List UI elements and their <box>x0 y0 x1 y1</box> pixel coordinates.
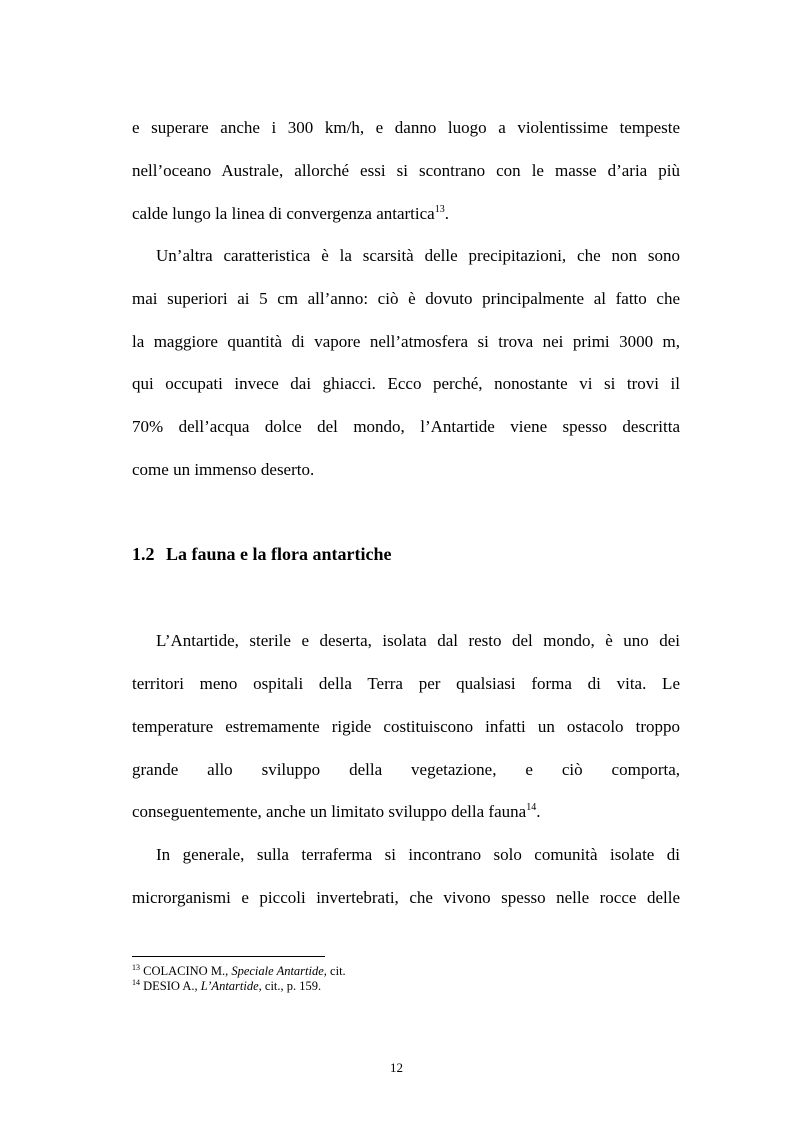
body-line: 70% dell’acqua dolce del mondo, l’Antartide viene spesso descritta <box>132 417 680 436</box>
body-line: qui occupati invece dai ghiacci. Ecco perché, nonostante vi si trovi il <box>132 374 680 393</box>
body-line: Un’altra caratteristica è la scarsità delle precipitazioni, che non sono <box>156 246 680 265</box>
body-line: grande allo sviluppo della vegetazione, e ciò comporta, <box>132 760 680 779</box>
body-line: come un immenso deserto. <box>132 460 315 479</box>
body-line: mai superiori ai 5 cm all’anno: ciò è dovuto principalmente al fatto che <box>132 289 680 308</box>
footnote: $^{14}$ DESIO A., L’Antartide, cit., p. 159. <box>132 978 322 993</box>
body-line: In generale, sulla terraferma si incontrano solo comunità isolate di <box>156 845 680 864</box>
footnote: $^{13}$ COLACINO M., Speciale Antartide, cit. <box>132 963 346 978</box>
body-line: microrganismi e piccoli invertebrati, che vivono spesso nelle rocce delle <box>132 888 680 907</box>
body-line: e superare anche i 300 km/h, e danno luogo a violentissime tempeste <box>132 118 680 137</box>
footnote-ref: 13 <box>434 204 445 215</box>
body-line: temperature estremamente rigide costituiscono infatti un ostacolo troppo <box>132 717 680 736</box>
section-title: La fauna e la flora antartiche <box>166 544 392 564</box>
section-number: 1.2 <box>132 544 155 564</box>
body-line: territori meno ospitali della Terra per qualsiasi forma di vita. Le <box>132 674 680 693</box>
page-number: 12 <box>390 1060 403 1075</box>
body-line: calde lungo la linea di convergenza antartica$^{13}$. <box>132 204 449 223</box>
body-line: conseguentemente, anche un limitato sviluppo della fauna$^{14}$. <box>132 802 541 821</box>
body-line: nell’oceano Australe, allorché essi si scontrano con le masse d’aria più <box>132 161 680 180</box>
body-line: L’Antartide, sterile e deserta, isolata dal resto del mondo, è uno dei <box>156 631 680 650</box>
footnote-separator <box>132 956 325 957</box>
section-heading <box>132 543 391 565</box>
footnote-ref: 14 <box>526 802 537 813</box>
body-line: la maggiore quantità di vapore nell’atmosfera si trova nei primi 3000 m, <box>132 332 680 351</box>
